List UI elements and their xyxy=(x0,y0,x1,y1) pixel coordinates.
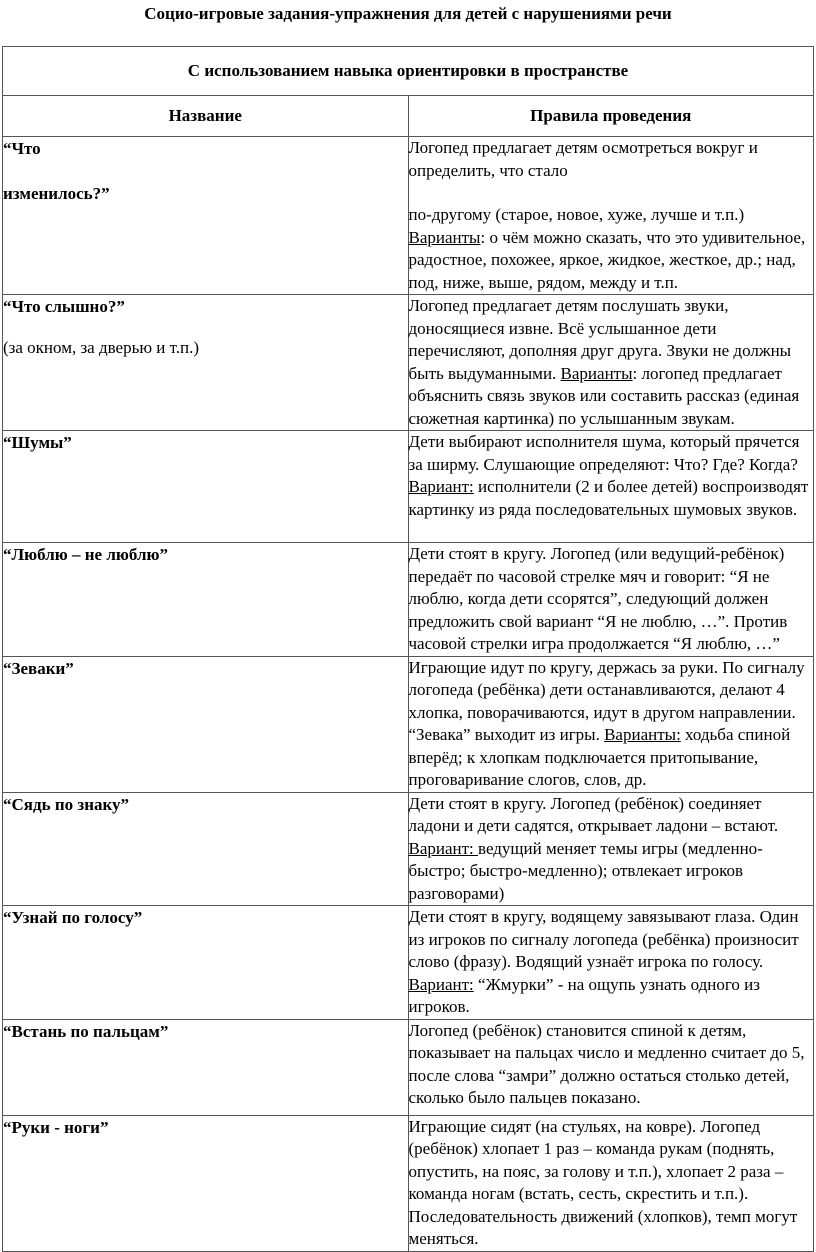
column-header-rules: Правила проведения xyxy=(408,96,814,137)
column-header-name: Название xyxy=(3,96,409,137)
game-rules: Логопед (ребёнок) становится спиной к детям, показывает на пальцах число и медленно считает до 5, после слова “замри” должно остаться столько детей, сколько было пальцев показано. xyxy=(408,1020,805,1107)
game-rules: Дети стоят в кругу, водящему завязывают глаза. Один из игроков по сигналу логопеда (ребёнка) произносит слово (фразу). Водящий узнаёт игрока по голосу. xyxy=(408,907,799,971)
game-rules: Логопед предлагает детям послушать звуки, доносящиеся извне. Всё услышанное дети перечисляют, дополняя друг друга. Звуки не должны быть выдуманными. xyxy=(408,296,792,383)
game-name-cell xyxy=(3,137,409,295)
game-name-cell xyxy=(3,792,409,906)
game-name-cell xyxy=(3,906,409,1020)
game-rules-cell xyxy=(408,792,814,906)
game-rules: Дети выбирают исполнителя шума, который прячется за ширму. Слушающие определяют: Что? Где? Когда? xyxy=(408,432,800,474)
game-rules-cell xyxy=(408,137,814,295)
name-gap xyxy=(3,160,408,182)
game-rules: ведущий меняет темы игры (медленно-быстро; быстро-медленно); отвлекает игроков разговорами) xyxy=(408,838,763,903)
game-name: “Люблю – не люблю” xyxy=(3,545,168,564)
section-header-row xyxy=(3,47,814,96)
game-name: “Встань по пальцам” xyxy=(3,1021,169,1041)
game-rules: Логопед предлагает детям осмотреться вокруг и определить, что стало xyxy=(408,138,758,180)
document-title: Социо-игровые задания-упражнения для детей с нарушениями речи xyxy=(144,4,672,23)
game-name: “Сядь по знаку” xyxy=(3,794,130,814)
game-rules-cell xyxy=(408,431,814,543)
rules-gap xyxy=(409,182,814,204)
table-row xyxy=(3,543,814,657)
game-rules-cell xyxy=(408,1019,814,1115)
variant-label: Вариант: xyxy=(408,974,474,994)
game-rules: : логопед предлагает объяснить связь звуков или составить рассказ (единая сюжетная картинка) по услышанным звукам. xyxy=(408,363,800,428)
variant-label: Варианты xyxy=(408,227,481,247)
game-name: “Шумы” xyxy=(3,433,72,452)
game-name: “Руки - ноги” xyxy=(3,1117,109,1137)
column-header-row xyxy=(3,96,814,137)
game-rules: Дети стоят в кругу. Логопед (ребёнок) соединяет ладони и дети садятся, открывает ладони – встают. xyxy=(408,793,779,835)
table-row xyxy=(3,1115,814,1251)
game-rules: “Жмурки” - на ощупь узнать одного из игроков. xyxy=(408,974,760,1016)
game-name: “Узнай по голосу” xyxy=(3,908,143,927)
game-rules: по-другому (старое, новое, хуже, лучше и т.п.) xyxy=(408,205,745,224)
game-name-cell xyxy=(3,656,409,792)
table-row xyxy=(3,137,814,295)
game-name-note: (за окном, за дверью и т.п.) xyxy=(3,338,200,357)
game-name-cell xyxy=(3,295,409,431)
game-rules: исполнители (2 и более детей) воспроизводят картинку из ряда последовательных шумовых звуков. xyxy=(408,477,809,519)
game-rules-cell xyxy=(408,1115,814,1251)
game-rules: Дети стоят в кругу. Логопед (или ведущий-ребёнок) передаёт по часовой стрелке мяч и говорит: “Я не люблю, когда дети ссорятся”, следующий должен предложить свой вариант “Я не люблю, …”. Против часовой стрелки игра продолжается “Я люблю, …” xyxy=(408,544,788,653)
game-rules-cell xyxy=(408,543,814,657)
table-row xyxy=(3,906,814,1020)
game-rules: Играющие сидят (на стульях, на ковре). Логопед (ребёнок) хлопает 1 раз – команда рукам (поднять, опустить, на пояс, за голову и т.п.), хлопает 2 раза – команда ногам (встать, сесть, скрестить и т.п.). Последовательность движений (хлопков), темп могут меняться. xyxy=(408,1116,798,1248)
variant-label: Вариант: xyxy=(408,838,479,858)
variant-label: Вариант: xyxy=(408,477,474,496)
game-rules: Играющие идут по кругу, держась за руки. По сигналу логопеда (ребёнка) дети останавливаются, делают 4 хлопка, поворачиваются, идут в другом направлении. “Зевака” выходит из игры. xyxy=(408,657,805,744)
section-header: С использованием навыка ориентировки в пространстве xyxy=(3,47,814,96)
game-rules-cell xyxy=(408,295,814,431)
game-name-cell xyxy=(3,543,409,657)
game-name: изменилось?” xyxy=(3,184,110,203)
game-rules-cell xyxy=(408,906,814,1020)
game-rules-cell xyxy=(408,656,814,792)
game-rules: : о чём можно сказать, что это удивительное, радостное, похожее, яркое, жидкое, жесткое, др.; над, под, ниже, выше, рядом, между и т.п. xyxy=(408,227,806,292)
game-rules: ходьба спиной вперёд; к хлопкам подключается притопывание, проговаривание слогов, слов, др. xyxy=(408,725,791,789)
table-row xyxy=(3,431,814,543)
table-row xyxy=(3,656,814,792)
game-name-cell xyxy=(3,1019,409,1115)
game-name: “Что слышно?” xyxy=(3,297,125,316)
variant-label: Варианты xyxy=(560,363,633,383)
game-name: “Что xyxy=(3,139,41,158)
table-row xyxy=(3,295,814,431)
variant-label: Варианты: xyxy=(604,725,681,744)
table-row xyxy=(3,1019,814,1115)
games-table xyxy=(2,46,814,1252)
table-row xyxy=(3,792,814,906)
game-name: “Зеваки” xyxy=(3,658,74,678)
game-name-cell xyxy=(3,431,409,543)
game-name-cell xyxy=(3,1115,409,1251)
